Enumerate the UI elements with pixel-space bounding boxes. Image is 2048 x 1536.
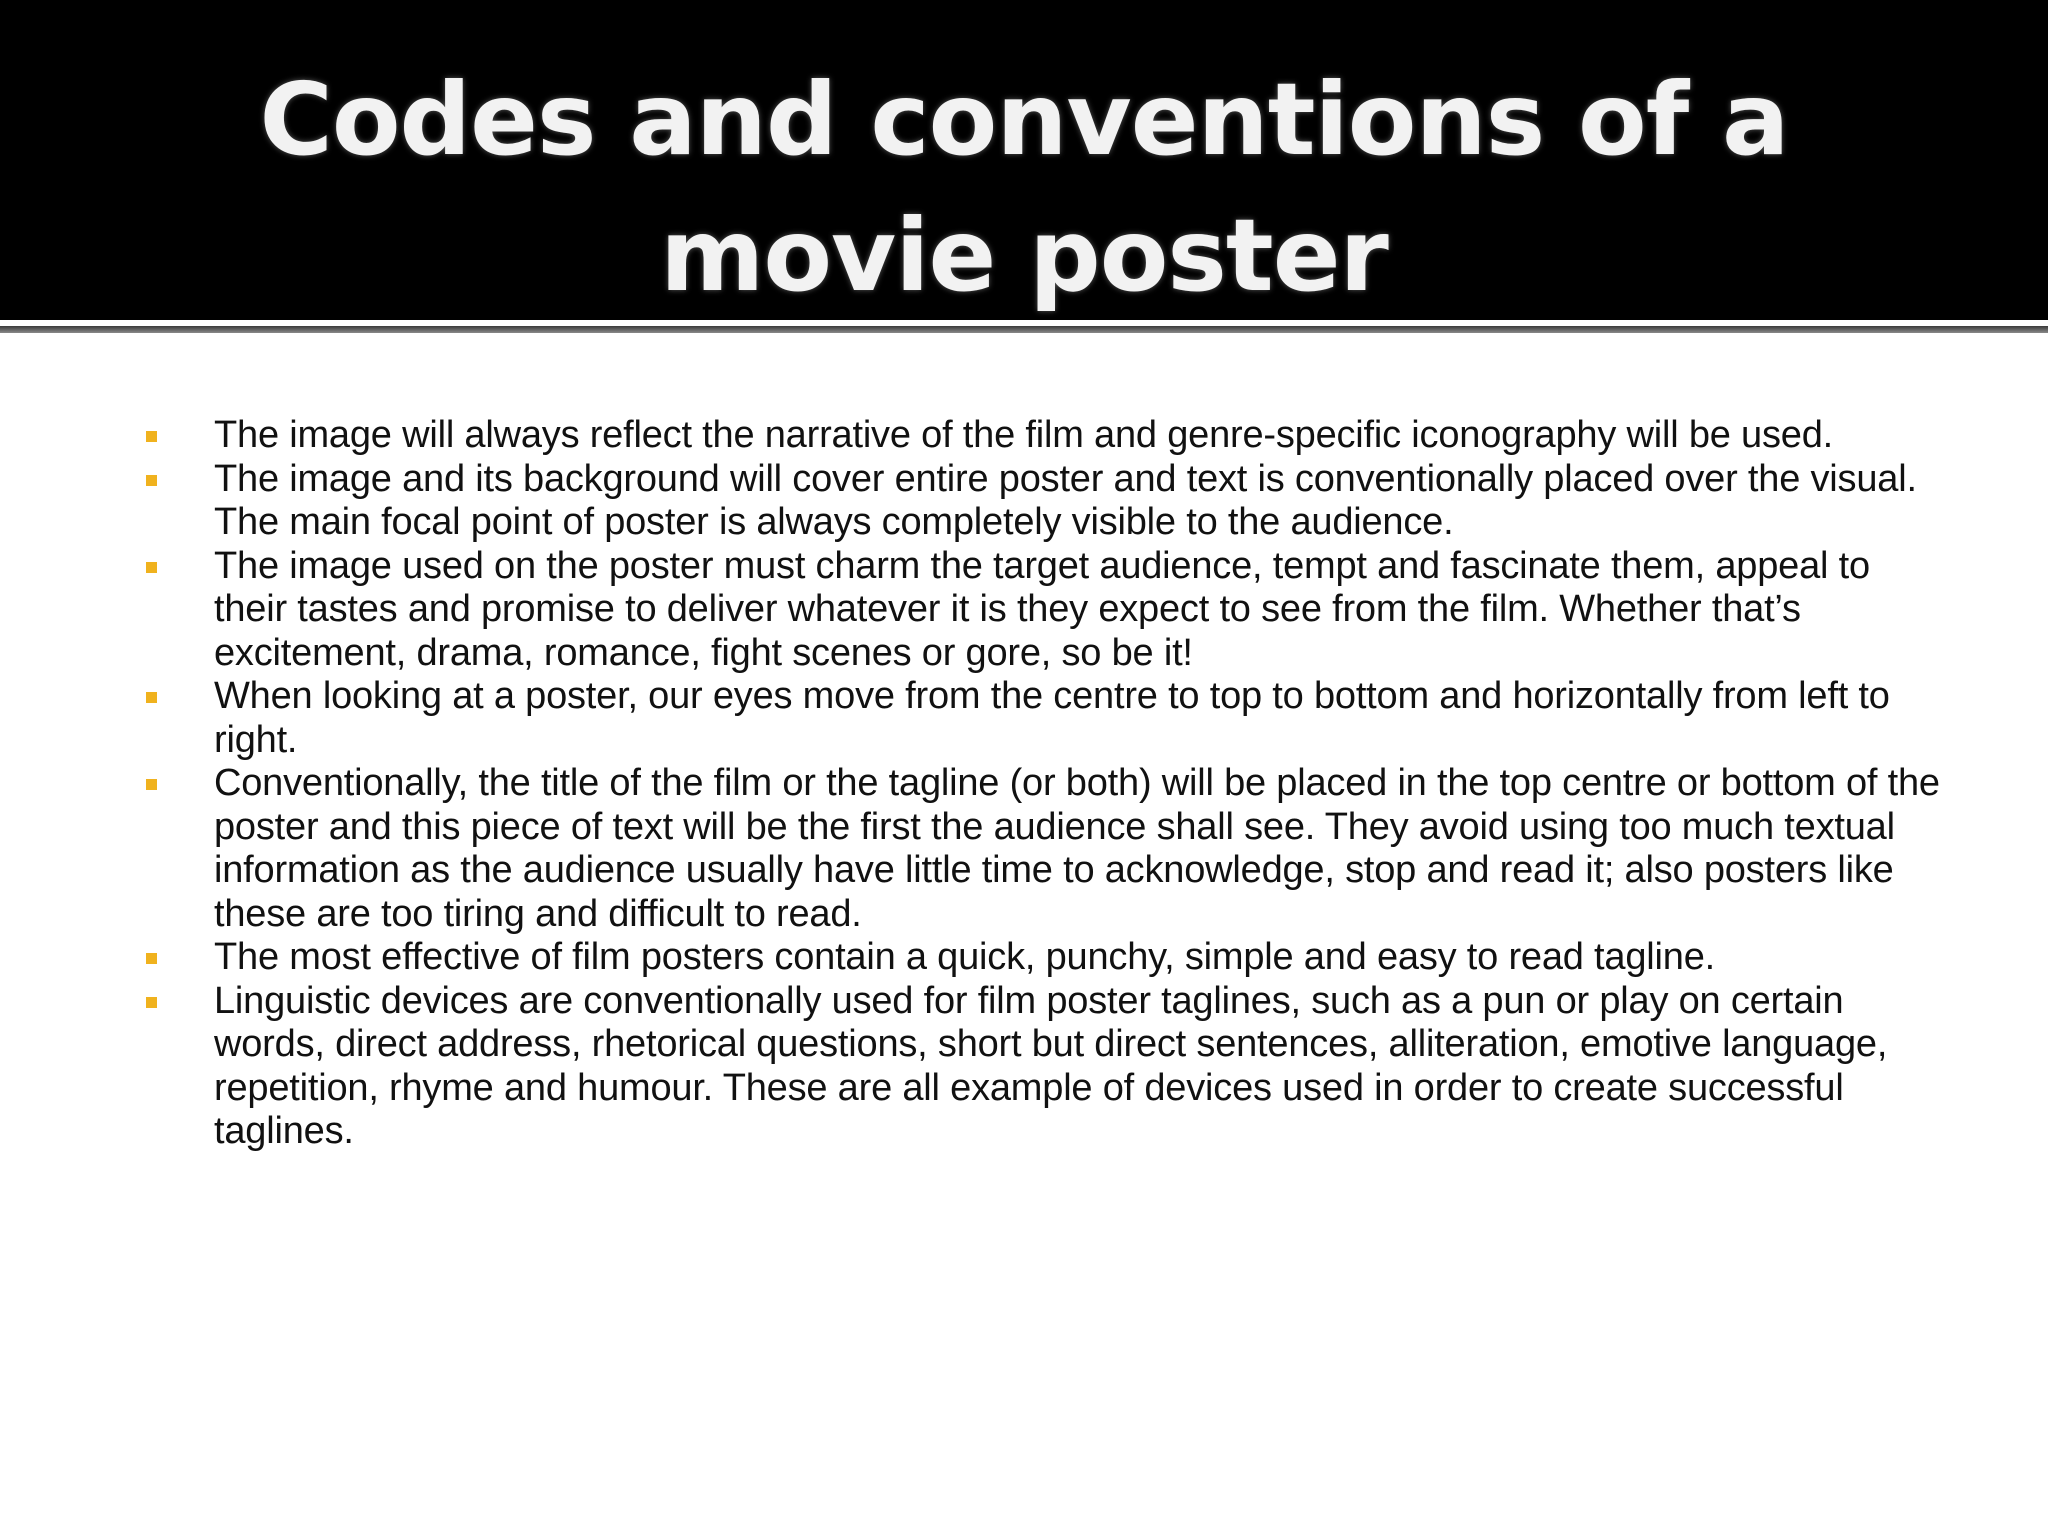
square-bullet-icon: [146, 475, 157, 486]
bullet-list: [140, 414, 1940, 1154]
bullet-text: The most effective of film posters contain a quick, punchy, simple and easy to read tagline.: [214, 936, 1715, 978]
bullet-text: Conventionally, the title of the film or the tagline (or both) will be placed in the top centre or bottom of the poster and this piece of text will be the first the audience shall see. They avoid using too much textual information as the audience usually have little time to acknowledge, stop and read it; also posters like these are too tiring and difficult to read.: [214, 762, 1940, 935]
square-bullet-icon: [146, 779, 157, 790]
bullet-text: When looking at a poster, our eyes move from the centre to top to bottom and horizontally from left to right.: [214, 675, 1890, 761]
title-divider-line: [0, 326, 2048, 333]
bullet-item: [140, 980, 1940, 1154]
bullet-item: [140, 458, 1940, 545]
square-bullet-icon: [146, 562, 157, 573]
bullet-item: [140, 936, 1940, 980]
title-bar: [0, 0, 2048, 320]
bullet-text: The image and its background will cover entire poster and text is conventionally placed over the visual. The main focal point of poster is always completely visible to the audience.: [214, 457, 1917, 543]
bullet-item: [140, 675, 1940, 762]
square-bullet-icon: [146, 692, 157, 703]
square-bullet-icon: [146, 997, 157, 1008]
title-bar-gap: [0, 320, 2048, 324]
bullet-item: [140, 414, 1940, 458]
bullet-text: The image will always reflect the narrative of the film and genre-specific iconography will be used.: [214, 414, 1834, 456]
bullet-text: The image used on the poster must charm the target audience, tempt and fascinate them, appeal to their tastes and promise to deliver whatever it is they expect to see from the film. Whether that’s excitement, drama, romance, fight scenes or gore, so be it!: [214, 544, 1870, 674]
square-bullet-icon: [146, 953, 157, 964]
slide-title: Codes and conventions of a movie poster: [259, 61, 1789, 314]
bullet-item: [140, 545, 1940, 676]
bullet-text: Linguistic devices are conventionally used for film poster taglines, such as a pun or play on certain words, direct address, rhetorical questions, short but direct sentences, alliteration, emotive language, repetition, rhyme and humour. These are all example of devices used in order to create successful taglines.: [214, 979, 1888, 1152]
square-bullet-icon: [146, 431, 157, 442]
bullet-item: [140, 762, 1940, 936]
